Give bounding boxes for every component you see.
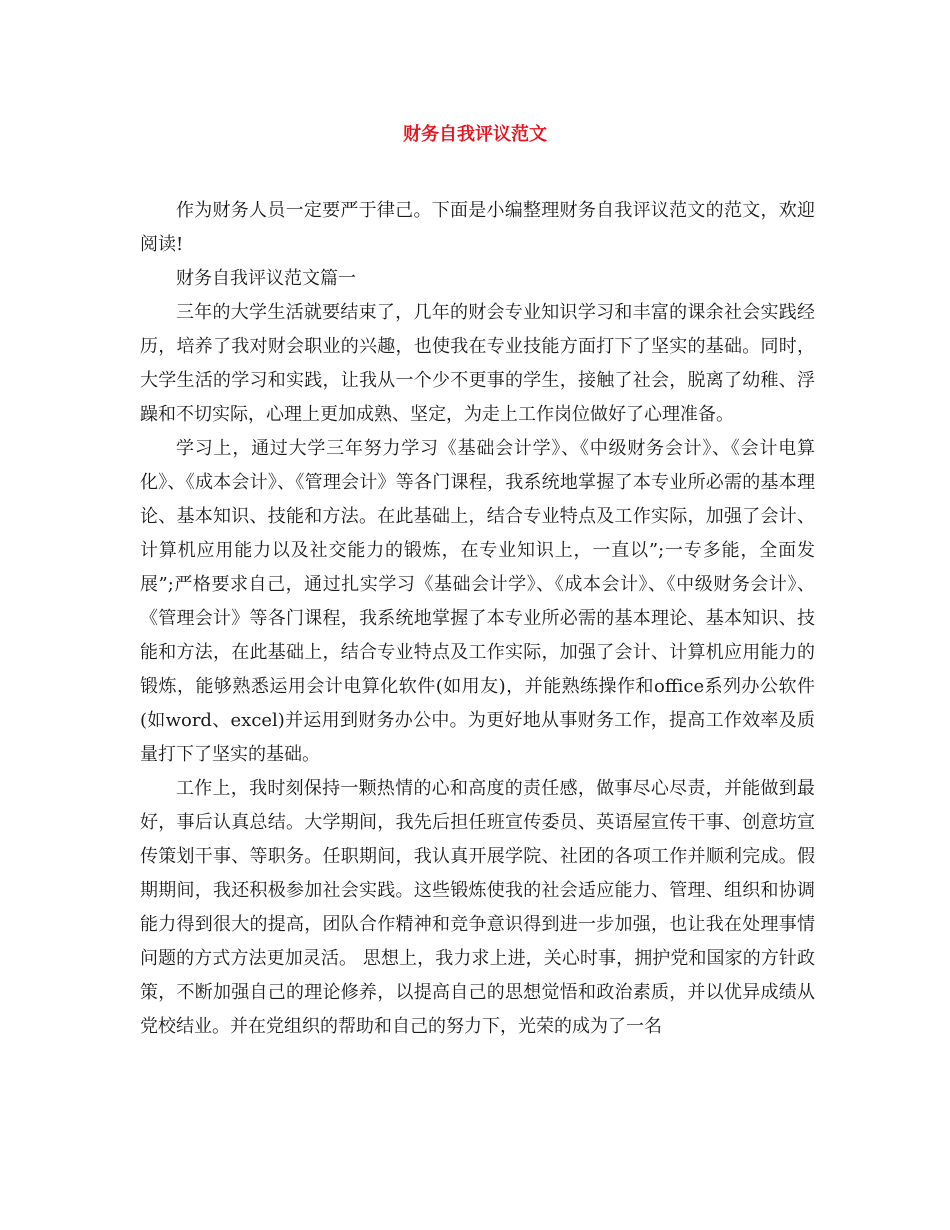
body-paragraph: 学习上，通过大学三年努力学习《基础会计学》、《中级财务会计》、《会计电算化》、《成本会计》、《管理会计》等各门课程，我系统地掌握了本专业所必需的基本理论、基本知识、技能和方法。在此基础上，结合专业特点及工作实际，加强了会计、计算机应用能力以及社交能力的锻炼，在专业知识上，一直以”;一专多能，全面发展”;严格要求自己，通过扎实学习《基础会计学》、《成本会计》、《中级财务会计》、《管理会计》等各门课程，我系统地掌握了本专业所必需的基本理论、基本知识、技能和方法，在此基础上，结合专业特点及工作实际，加强了会计、计算机应用能力的锻炼，能够熟悉运用会计电算化软件(如用友)，并能熟练操作和office系列办公软件(如word、excel)并运用到财务办公中。为更好地从事财务工作，提高工作效率及质量打下了坚实的基础。 <box>140 438 815 765</box>
document-body <box>140 194 815 1044</box>
document-title: 财务自我评议范文 <box>403 124 547 145</box>
body-paragraph: 工作上，我时刻保持一颗热情的心和高度的责任感，做事尽心尽责，并能做到最好，事后认真总结。大学期间，我先后担任班宣传委员、英语屋宣传干事、创意坊宣传策划干事、等职务。任职期间，我认真开展学院、社团的各项工作并顺利完成。假期期间，我还积极参加社会实践。这些锻炼使我的社会适应能力、管理、组织和协调能力得到很大的提高，团队合作精神和竞争意识得到进一步加强，也让我在处理事情问题的方式方法更加灵活。 思想上，我力求上进，关心时事，拥护党和国家的方针政策，不断加强自己的理论修养，以提高自己的思想觉悟和政治素质，并以优异成绩从党校结业。并在党组织的帮助和自己的努力下，光荣的成为了一名 <box>140 778 815 1037</box>
intro-paragraph: 作为财务人员一定要严于律己。下面是小编整理财务自我评议范文的范文，欢迎阅读! <box>140 200 815 255</box>
body-paragraph: 三年的大学生活就要结束了，几年的财会专业知识学习和丰富的课余社会实践经历，培养了我对财会职业的兴趣，也使我在专业技能方面打下了坚实的基础。同时，大学生活的学习和实践，让我从一个少不更事的学生，接触了社会，脱离了幼稚、浮躁和不切实际，心理上更加成熟、坚定，为走上工作岗位做好了心理准备。 <box>140 302 815 425</box>
section-heading: 财务自我评议范文篇一 <box>176 268 356 289</box>
